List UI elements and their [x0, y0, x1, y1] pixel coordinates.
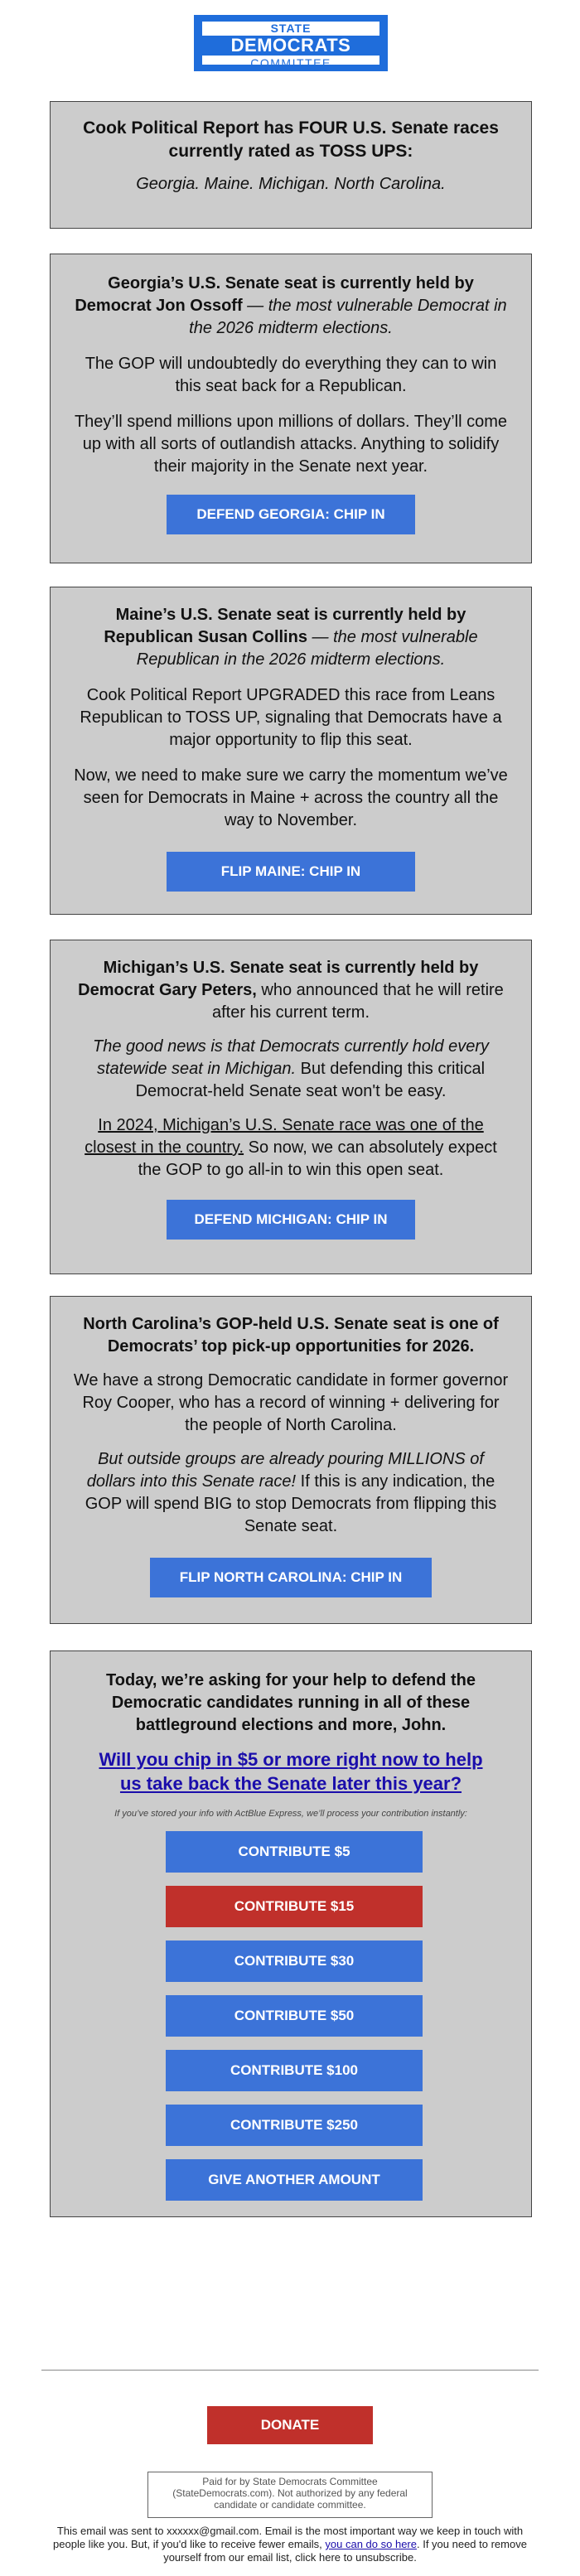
maine-heading-bold: Maine’s U.S. Senate seat is currently held by Republican Susan Collins [104, 606, 466, 646]
contribute-5-button[interactable]: CONTRIBUTE $5 [166, 1831, 423, 1873]
intro-heading: Cook Political Report has FOUR U.S. Senate races currently rated as TOSS UPS: [83, 118, 499, 161]
maine-card [50, 587, 532, 915]
logo-state-text: STATE [270, 22, 312, 35]
maine-heading-em: — the most vulnerable Republican in the 2026 midterm elections. [136, 628, 478, 669]
footer-divider [41, 2370, 539, 2371]
logo-committee-text: COMMITTEE [250, 56, 331, 70]
georgia-heading-bold: Georgia’s U.S. Senate seat is currently held by Democrat Jon Ossoff [75, 274, 474, 315]
michigan-paragraph-2 [72, 1114, 510, 1182]
michigan-paragraph-1 [72, 1036, 510, 1103]
chip-in-link[interactable]: Will you chip in $5 or more right now to help us take back the Senate later this year? [99, 1749, 483, 1794]
north-carolina-card [50, 1296, 532, 1624]
ask-heading: Today, we’re asking for your help to defend the Democratic candidates running in all of these battleground elections and more, John. [106, 1671, 476, 1734]
contribute-15-button[interactable]: CONTRIBUTE $15 [166, 1886, 423, 1927]
contribute-30-button[interactable]: CONTRIBUTE $30 [166, 1940, 423, 1982]
michigan-card [50, 940, 532, 1274]
nc-paragraph-2 [72, 1448, 510, 1538]
michigan-p1-em: The good news is that Democrats currently hold every statewide seat in Michigan. [93, 1037, 489, 1078]
contribute-250-button[interactable]: CONTRIBUTE $250 [166, 2105, 423, 2146]
paid-for-text: Paid for by State Democrats Committee (StateDemocrats.com). Not authorized by any federal candidate or candidate committee. [172, 2476, 408, 2511]
footer-notice [46, 2525, 534, 2564]
nc-heading: North Carolina’s GOP-held U.S. Senate seat is one of Democrats’ top pick-up opportunities for 2026. [83, 1315, 499, 1356]
georgia-heading [72, 273, 510, 340]
flip-maine-button[interactable]: FLIP MAINE: CHIP IN [167, 852, 415, 892]
fewer-emails-link[interactable]: you can do so here [325, 2538, 417, 2550]
logo-inner [202, 22, 379, 70]
state-democrats-logo [194, 15, 388, 71]
michigan-p2-rest: So now, we can absolutely expect the GOP to go all-in to win this open seat. [138, 1138, 497, 1179]
michigan-button-row [72, 1200, 510, 1240]
michigan-heading [72, 957, 510, 1024]
donate-button[interactable]: DONATE [207, 2406, 373, 2444]
maine-paragraph-1: Cook Political Report UPGRADED this race from Leans Republican to TOSS UP, signaling that Democrats have a major opportunity to flip this seat. [80, 686, 502, 749]
michigan-heading-bold: Michigan’s U.S. Senate seat is currently held by Democrat Gary Peters, [78, 959, 479, 999]
footer-sent-suffix: . If you need to remove yourself from our email list, click here to unsubscribe. [163, 2538, 527, 2564]
georgia-paragraph-2: They’ll spend millions upon millions of dollars. They’ll come up with all sorts of outlandish attacks. Anything to solidify their majority in the Senate next year. [74, 413, 508, 476]
nc-p2-em: But outside groups are already pouring MILLIONS of dollars into this Senate race! [86, 1450, 484, 1491]
georgia-heading-em: — the most vulnerable Democrat in the 2026 midterm elections. [189, 297, 507, 337]
intro-states: Georgia. Maine. Michigan. North Carolina. [136, 175, 446, 193]
michigan-heading-rest: who announced that he will retire after his current term. [211, 981, 504, 1022]
recipient-email: xxxxxx@gmail.com [167, 2525, 259, 2537]
georgia-card [50, 254, 532, 563]
georgia-paragraph-1: The GOP will undoubtedly do everything they can to win this seat back for a Republican. [85, 355, 497, 395]
maine-paragraph-2: Now, we need to make sure we carry the momentum we’ve seen for Democrats in Maine + across the country all the way to November. [74, 766, 508, 829]
give-another-amount-button[interactable]: GIVE ANOTHER AMOUNT [166, 2159, 423, 2201]
actblue-note: If you’ve stored your info with ActBlue Express, we’ll process your contribution instantly: [114, 1809, 467, 1819]
georgia-button-row [72, 495, 510, 534]
intro-card [50, 101, 532, 229]
paid-for-box [147, 2472, 433, 2518]
michigan-p2-underlined: In 2024, Michigan’s U.S. Senate race was one of the closest in the country. [85, 1116, 484, 1157]
maine-heading [72, 604, 510, 671]
footer-sent-prefix: This email was sent to [56, 2525, 167, 2537]
michigan-p1-rest: But defending this critical Democrat-held Senate seat won't be easy. [135, 1060, 486, 1100]
flip-north-carolina-button[interactable]: FLIP NORTH CAROLINA: CHIP IN [150, 1558, 432, 1597]
nc-paragraph-1: We have a strong Democratic candidate in former governor Roy Cooper, who has a record of winning + delivering for the people of North Carolina. [73, 1371, 509, 1434]
maine-button-row [72, 852, 510, 892]
ask-link-wrap [72, 1748, 510, 1796]
defend-michigan-button[interactable]: DEFEND MICHIGAN: CHIP IN [167, 1200, 415, 1240]
nc-button-row [72, 1558, 510, 1597]
contribute-100-button[interactable]: CONTRIBUTE $100 [166, 2050, 423, 2091]
nc-p2-rest: If this is any indication, the GOP will spend BIG to stop Democrats from flipping this Senate seat. [85, 1472, 497, 1535]
contribute-50-button[interactable]: CONTRIBUTE $50 [166, 1995, 423, 2037]
defend-georgia-button[interactable]: DEFEND GEORGIA: CHIP IN [167, 495, 415, 534]
footer-sent-mid: . Email is the most important way we keep in touch with people like you. But, if you'd like to receive fewer emails, [53, 2525, 524, 2550]
logo-democrats-text: DEMOCRATS [194, 36, 388, 56]
